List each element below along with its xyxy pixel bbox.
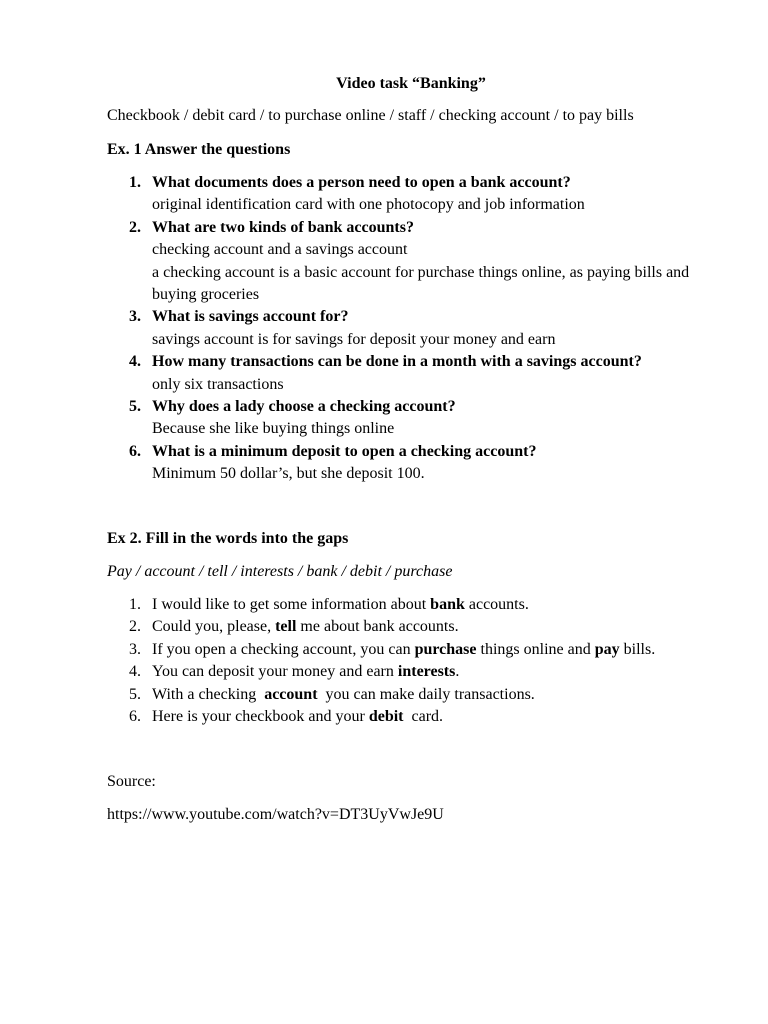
ex2-item-number: 6. [129,708,141,726]
ex1-item-number: 1. [129,174,141,191]
ex2-sentence-text: Here is your checkbook and your [152,708,369,726]
ex2-sentence-text: bills. [619,640,656,658]
ex2-sentence-text: you can make daily transactions. [317,685,535,703]
ex2-sentence-text: If you open a checking account, you can [152,640,415,658]
vocabulary-line: Checkbook / debit card / to purchase online / staff / checking account / to pay bills [107,107,634,124]
ex2-item [107,639,727,661]
ex2-filled-word: account [264,685,318,703]
ex2-filled-word: interests [397,663,456,681]
ex2-filled-word: pay [594,640,620,658]
ex1-question: Why does a lady choose a checking account? [152,398,456,416]
ex1-question: What are two kinds of bank accounts? [152,218,414,236]
ex2-item [107,706,727,728]
ex2-sentence-text: I would like to get some information about [152,596,431,613]
ex2-item-number: 4. [129,663,141,681]
ex2-sentence-text: . [455,663,460,681]
ex1-item-number: 4. [129,353,141,371]
ex2-sentence-text: me about bank accounts. [296,618,459,636]
ex2-filled-word: purchase [414,640,477,658]
ex1-answer: Minimum 50 dollar’s, but she deposit 100. [152,465,425,483]
ex2-heading: Ex 2. Fill in the words into the gaps [107,530,349,547]
ex1-item-number: 3. [129,308,141,326]
ex1-item [107,441,727,486]
ex1-answer: savings account is for savings for deposit your money and earn [152,330,556,348]
ex1-item-number: 5. [129,398,141,416]
source-url: https://www.youtube.com/watch?v=DT3UyVwJe9U [107,806,444,823]
ex1-item [107,172,727,217]
ex2-item-number: 5. [129,685,141,703]
ex1-question: What is savings account for? [152,308,349,326]
ex2-sentence-text: accounts. [464,596,529,613]
ex1-heading: Ex. 1 Answer the questions [107,141,291,158]
ex1-item [107,351,727,396]
ex1-question: What documents does a person need to open a bank account? [152,174,571,191]
ex2-filled-word: debit [368,708,404,726]
ex2-item-number: 1. [129,596,141,613]
ex1-answer: original identification card with one photocopy and job information [152,196,585,214]
ex2-item [107,616,727,638]
ex2-word-bank: Pay / account / tell / interests / bank / debit / purchase [107,563,453,580]
ex1-answer: only six transactions [152,375,284,393]
ex1-answer: a checking account is a basic account for purchase things online, as paying bills and buying groceries [152,263,690,304]
ex1-item [107,306,727,351]
ex2-fill-list [107,594,727,728]
page-title: Video task “Banking” [336,75,486,92]
ex1-item-number: 2. [129,218,141,236]
ex1-question: How many transactions can be done in a month with a savings account? [152,353,642,371]
ex1-question: What is a minimum deposit to open a checking account? [152,442,537,460]
ex1-question-list [107,172,727,486]
ex1-answer: Because she like buying things online [152,420,395,438]
ex2-sentence-text: With a checking [152,685,265,703]
ex2-filled-word: bank [430,596,465,613]
ex1-item [107,396,727,441]
ex2-item [107,594,727,616]
ex2-item [107,661,727,683]
ex2-sentence-text: You can deposit your money and earn [152,663,398,681]
ex1-item [107,217,727,307]
ex2-sentence-text: card. [403,708,444,726]
ex2-sentence-text: things online and [476,640,595,658]
ex1-item-number: 6. [129,442,141,460]
ex2-sentence-text: Could you, please, [152,618,276,636]
ex2-item-number: 2. [129,618,141,636]
source-label: Source: [107,773,156,790]
ex2-filled-word: tell [275,618,297,636]
ex1-answer: checking account and a savings account [152,241,408,259]
ex2-item [107,684,727,706]
ex2-item-number: 3. [129,640,141,658]
